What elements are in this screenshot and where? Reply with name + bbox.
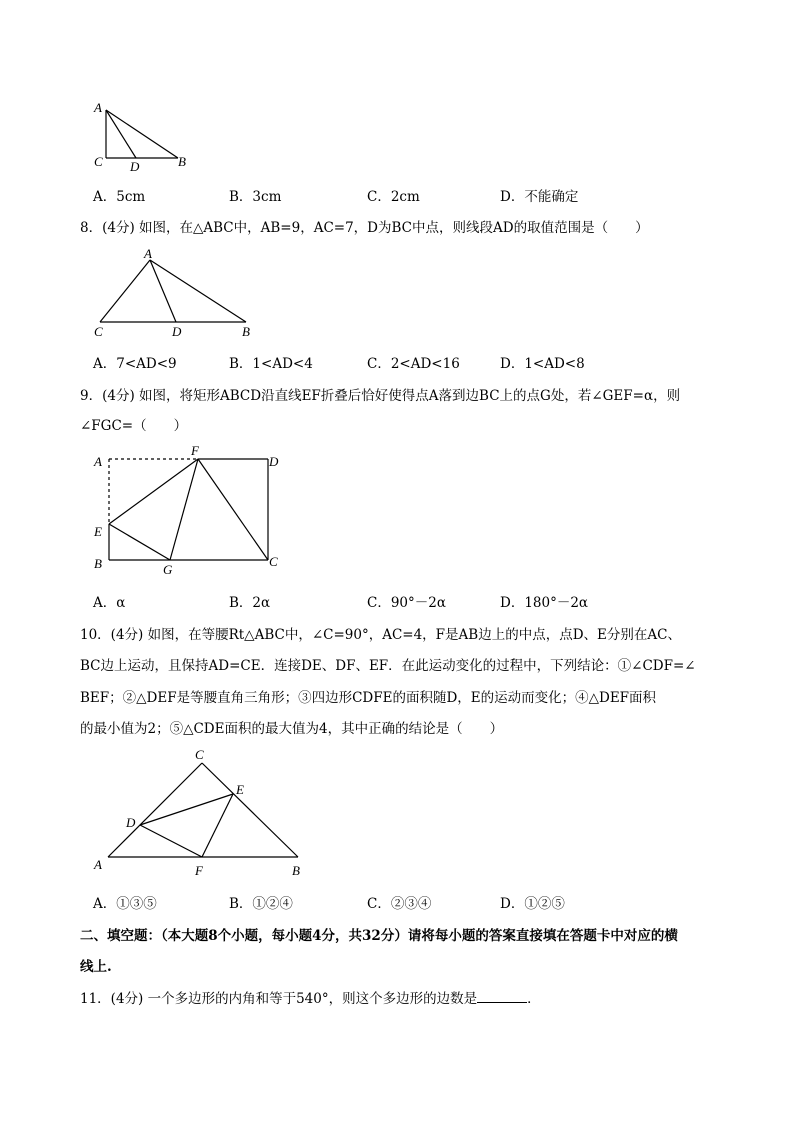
q10-label-d: D <box>126 815 136 830</box>
q8-label-b: B <box>242 324 250 339</box>
q10-option-c: C．②③④ <box>367 896 432 912</box>
q8-option-b: B．1<AD<4 <box>229 356 313 372</box>
q8-label-a: A <box>144 246 152 261</box>
q11-end: ． <box>527 991 541 1007</box>
q9-stem-line2: ∠FGC=（ ） <box>80 418 188 434</box>
q9-stem-line1: 9．(4分) 如图，将矩形ABCD沿直线EF折叠后恰好使得点A落到边BC上的点G处，若∠GEF=α，则 <box>80 388 681 404</box>
q9-option-a: A．α <box>93 595 126 611</box>
q7-label-d: D <box>130 159 140 174</box>
q10-option-b: B．①②④ <box>229 896 293 912</box>
q11-line <box>80 987 541 1007</box>
q9-label-e: E <box>94 524 102 539</box>
q10-stem-line1: 10．(4分) 如图，在等腰Rt△ABC中，∠C=90°，AC=4，F是AB边上的中点，点D、E分别在AC、 <box>80 627 681 643</box>
q11-stem: 11．(4分) 一个多边形的内角和等于540°，则这个多边形的边数是 <box>80 991 478 1007</box>
q7-label-c: C <box>94 154 103 169</box>
q10-stem-line3: BEF；②△DEF是等腰直角三角形；③四边形CDFE的面积随D，E的运动而变化；④△DEF面积 <box>80 690 657 706</box>
q10-option-d: D．①②⑤ <box>500 896 565 912</box>
q7-option-a: A．5cm <box>93 189 146 205</box>
q9-label-c: C <box>269 554 278 569</box>
q9-label-a: A <box>94 454 102 469</box>
q7-option-d: D．不能确定 <box>500 189 579 205</box>
q7-label-a: A <box>94 100 102 115</box>
q10-label-a: A <box>94 857 102 872</box>
q8-label-d: D <box>172 324 182 339</box>
q10-label-c: C <box>195 747 204 762</box>
q10-label-f: F <box>195 863 203 878</box>
q8-option-c: C．2<AD<16 <box>367 356 460 372</box>
q10-option-a: A．①③⑤ <box>93 896 157 912</box>
q10-figure <box>88 744 318 880</box>
q8-option-d: D．1<AD<8 <box>500 356 585 372</box>
q9-label-d: D <box>269 454 279 469</box>
q9-label-g: G <box>163 562 173 577</box>
q7-figure <box>88 98 198 176</box>
q9-option-c: C．90°－2α <box>367 595 446 611</box>
section2-heading-line1: 二、填空题：（本大题8个小题，每小题4分，共32分）请将每小题的答案直接填在答题卡中对应的横 <box>80 928 678 944</box>
q10-stem-line4: 的最小值为2；⑤△CDE面积的最大值为4，其中正确的结论是（ ） <box>80 721 504 737</box>
q9-figure <box>88 442 288 577</box>
q10-label-b: B <box>292 863 300 878</box>
q8-option-a: A．7<AD<9 <box>93 356 177 372</box>
q10-label-e: E <box>236 782 244 797</box>
q8-figure <box>88 246 268 342</box>
q9-option-b: B．2α <box>229 595 271 611</box>
section2-heading-line2: 线上. <box>80 959 112 975</box>
q7-label-b: B <box>178 154 186 169</box>
q9-label-b: B <box>94 556 102 571</box>
q9-label-f: F <box>191 443 199 458</box>
q8-label-c: C <box>94 324 103 339</box>
q8-stem: 8．(4分) 如图，在△ABC中，AB=9，AC=7，D为BC中点，则线段AD的取值范围是（ ） <box>80 220 649 236</box>
q11-answer-blank[interactable] <box>477 990 527 1003</box>
q10-stem-line2: BC边上运动，且保持AD=CE．连接DE、DF、EF．在此运动变化的过程中，下列结论：①∠CDF=∠ <box>80 658 696 674</box>
q9-option-d: D．180°－2α <box>500 595 589 611</box>
q7-option-c: C．2cm <box>367 189 420 205</box>
q7-option-b: B．3cm <box>229 189 282 205</box>
